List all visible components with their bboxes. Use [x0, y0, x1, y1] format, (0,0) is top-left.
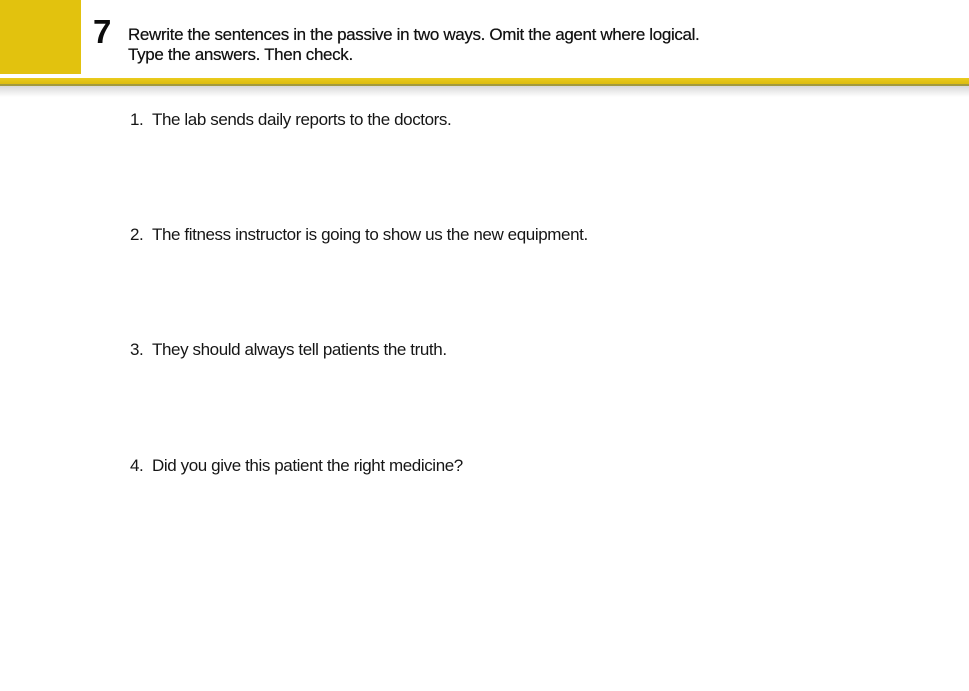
- instructions-line-2: Type the answers. Then check.: [128, 45, 353, 64]
- header-divider-shadow: [0, 86, 969, 97]
- sentence-item: [130, 110, 451, 130]
- header-divider-bar: [0, 78, 969, 86]
- sentence-item: [130, 456, 463, 476]
- sentence-item: [130, 340, 447, 360]
- sentence-number: 2.: [130, 225, 144, 244]
- sentence-text: Did you give this patient the right medicine?: [152, 456, 463, 475]
- exercise-color-tab: [0, 0, 81, 74]
- sentence-number: 4.: [130, 456, 144, 475]
- sentence-text: The lab sends daily reports to the doctors.: [152, 110, 452, 129]
- sentence-number: 3.: [130, 340, 144, 359]
- sentence-text: They should always tell patients the truth.: [152, 340, 447, 359]
- sentence-number: 1.: [130, 110, 144, 129]
- exercise-number: 7: [93, 13, 111, 50]
- sentence-item: [130, 225, 588, 245]
- instructions-line-1: Rewrite the sentences in the passive in two ways. Omit the agent where logical.: [128, 25, 700, 44]
- sentence-text: The fitness instructor is going to show us the new equipment.: [152, 225, 588, 244]
- exercise-instructions: [128, 25, 699, 65]
